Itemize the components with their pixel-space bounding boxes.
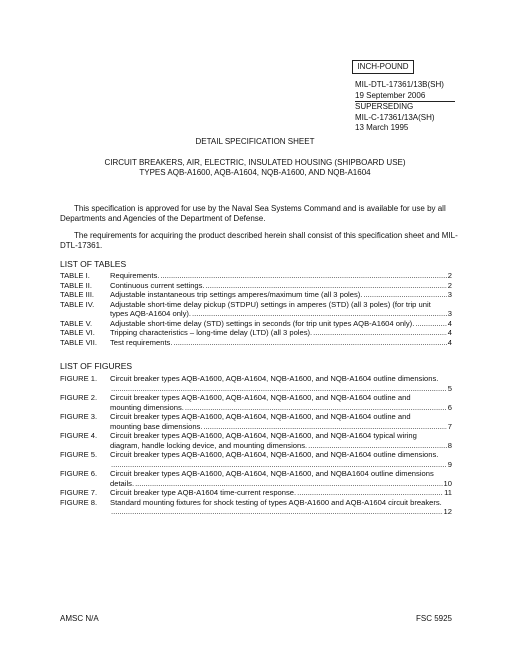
figure-entry-title-text: mounting base dimensions. (110, 421, 203, 431)
figure-entry (60, 412, 452, 431)
document-title (0, 158, 510, 178)
table-entry-title-text: types AQB-A1604 only). (110, 309, 192, 318)
inch-pound-box: INCH-POUND (352, 60, 414, 74)
table-entry-page-number: 4 (447, 318, 452, 328)
table-entry-title (110, 328, 452, 338)
figure-entry-label: FIGURE 7. (60, 488, 98, 497)
figure-entry-page-number: 8 (447, 440, 452, 450)
list-of-figures-heading: LIST OF FIGURES (60, 361, 133, 371)
figure-entry (60, 431, 452, 450)
table-entry-page-number: 4 (447, 337, 452, 347)
figure-entry-page-number: 6 (447, 402, 452, 412)
figure-entry-title-text: Circuit breaker types AQB-A1600, AQB-A1604, NQB-A1600, and NQB-A1604 outline and (110, 412, 411, 421)
figure-entry-title-line (110, 374, 452, 384)
superseding-label: SUPERSEDING (355, 102, 414, 111)
figure-entry-title-text: details. (110, 478, 135, 488)
table-entry-title-line (110, 300, 452, 310)
figure-entry-title-line (110, 431, 452, 441)
table-entry (60, 300, 452, 319)
figure-entry-title-line (110, 469, 452, 479)
figure-entry-title-line (110, 507, 452, 517)
figure-entry-title-line (110, 479, 452, 489)
figure-entry (60, 393, 452, 412)
sheet-heading (0, 137, 510, 147)
figure-entry-label: FIGURE 5. (60, 450, 98, 459)
figure-entry-title-line (110, 393, 452, 403)
superseded-number: MIL-C-17361/13A(SH) (355, 112, 435, 122)
document-identifier-block (355, 80, 455, 134)
table-entry-title-text: Adjustable short-time delay pickup (STDPU) settings in amperes (STD) (all 3 poles) (for trip unit (110, 299, 431, 309)
figure-entry-page-number: 12 (443, 507, 452, 516)
table-entry-title-line (110, 271, 452, 281)
figure-entry-title (110, 431, 452, 450)
table-entry-page-number: 2 (447, 280, 452, 290)
footer-fsc: FSC 5925 (415, 614, 452, 623)
table-entry-label: TABLE VII. (60, 337, 97, 347)
title-line-1: CIRCUIT BREAKERS, AIR, ELECTRIC, INSULATED HOUSING (SHIPBOARD USE) (104, 158, 406, 167)
table-entry (60, 290, 452, 300)
table-entry-label: TABLE IV. (60, 299, 95, 309)
figure-entry (60, 450, 452, 469)
figure-entry-title-text: Circuit breaker types AQB-A1600, AQB-A1604, NQB-A1600, and NQB-A1604 outline dimensions. (110, 450, 439, 459)
table-entry-title-line (110, 338, 452, 348)
figure-entry (60, 469, 452, 488)
figure-entry-title-line (110, 384, 452, 394)
figure-entry (60, 374, 452, 393)
figure-entry-page-number: 11 (444, 488, 452, 497)
list-of-tables (60, 271, 452, 347)
table-entry-title (110, 338, 452, 348)
table-entry-label: TABLE III. (60, 290, 95, 299)
figure-entry-page-number: 7 (447, 421, 452, 431)
superseded-date: 13 March 1995 (355, 123, 409, 132)
table-entry-page-number: 2 (447, 271, 452, 280)
list-of-figures (60, 374, 452, 517)
figure-entry-title-line (110, 450, 452, 460)
table-entry-label: TABLE II. (60, 280, 92, 290)
figure-entry-label: FIGURE 1. (60, 374, 98, 383)
figure-entry-title-text (110, 460, 111, 469)
figure-entry-title-line (110, 460, 452, 470)
table-entry-title-text: Requirements. (110, 271, 160, 280)
table-entry-title-text: Tripping characteristics – long-time delay (LTD) (all 3 poles). (110, 328, 313, 337)
table-entry-page-number: 3 (447, 290, 452, 299)
figure-entry-title-text: Circuit breaker types AQB-A1600, AQB-A1604, NQB-A1600, and NQB-A1604 outline and (110, 393, 411, 402)
figure-entry-page-number: 10 (443, 478, 452, 488)
figure-entry-title (110, 488, 452, 498)
footer-amsc: AMSC N/A (60, 614, 99, 623)
figure-entry-title (110, 393, 452, 412)
table-entry (60, 271, 452, 281)
table-entry (60, 319, 452, 329)
figure-entry-title-line (110, 441, 452, 451)
approval-line-1: This specification is approved for use by the Naval Sea Systems Command and is available for use by all (74, 204, 446, 213)
figure-entry-title-text (110, 384, 111, 393)
table-entry-label: TABLE I. (60, 271, 90, 280)
requirements-paragraph (60, 231, 458, 251)
figure-entry-title (110, 498, 452, 517)
figure-entry-label: FIGURE 2. (60, 393, 98, 402)
figure-entry-title-text: diagram, handle locking device, and mounting dimensions. (110, 440, 308, 450)
document-number: MIL-DTL-17361/13B(SH) (355, 80, 444, 89)
figure-entry-title-text: Circuit breaker types AQB-A1600, AQB-A1604, NQB-A1600, and NQBA1604 outline dimensions (110, 469, 434, 478)
table-entry-label: TABLE VI. (60, 328, 95, 337)
table-entry-title-text: Adjustable instantaneous trip settings amperes/maximum time (all 3 poles). (110, 290, 363, 299)
figure-entry-title-text: Circuit breaker type AQB-A1604 time-current response. (110, 488, 297, 497)
table-entry-title-text: Adjustable short-time delay (STD) settings in seconds (for trip unit types AQB-A1604 only). (110, 318, 415, 328)
figure-entry-page-number: 9 (447, 459, 452, 469)
figure-entry-label: FIGURE 4. (60, 431, 98, 440)
approval-line-2: Departments and Agencies of the Department of Defense. (60, 214, 266, 223)
figure-entry-title-line (110, 498, 452, 508)
approval-paragraph (60, 204, 450, 224)
table-entry-title-line (110, 319, 452, 329)
table-entry-title (110, 300, 452, 319)
figure-entry-title-line (110, 412, 452, 422)
figure-entry-title (110, 450, 452, 469)
figure-entry-title (110, 469, 452, 488)
figure-entry-page-number: 5 (447, 383, 452, 393)
list-of-tables-heading: LIST OF TABLES (60, 259, 127, 269)
table-entry-title-line (110, 281, 452, 291)
document-date: 19 September 2006 (355, 91, 455, 103)
table-entry-label: TABLE V. (60, 318, 93, 328)
figure-entry-title-line (110, 422, 452, 432)
title-line-2: TYPES AQB-A1600, AQB-A1604, NQB-A1600, AND NQB-A1604 (139, 168, 371, 177)
figure-entry-label: FIGURE 8. (60, 497, 98, 507)
figure-entry-label: FIGURE 6. (60, 469, 98, 478)
table-entry-page-number: 3 (447, 309, 452, 318)
table-entry-title-line (110, 328, 452, 338)
figure-entry-title-text (110, 507, 111, 516)
table-entry-title (110, 290, 452, 300)
table-entry-title (110, 271, 452, 281)
figure-entry-title-line (110, 403, 452, 413)
table-entry (60, 338, 452, 348)
figure-entry-title-text: Standard mounting fixtures for shock testing of types AQB-A1600 and AQB-A1604 circuit breakers. (110, 497, 442, 507)
figure-entry (60, 488, 452, 498)
figure-entry-title-text: mounting dimensions. (110, 402, 184, 412)
figure-entry-label: FIGURE 3. (60, 412, 98, 421)
sheet-title: DETAIL SPECIFICATION SHEET (195, 137, 315, 146)
table-entry-title (110, 281, 452, 291)
table-entry-title-text: Test requirements. (110, 337, 173, 347)
table-entry-title (110, 319, 452, 329)
figure-entry-title-line (110, 488, 452, 498)
table-entry-title-text: Continuous current settings. (110, 280, 205, 290)
figure-entry (60, 498, 452, 517)
table-entry (60, 328, 452, 338)
figure-entry-title (110, 412, 452, 431)
table-entry-page-number: 4 (447, 328, 452, 337)
table-entry-title-line (110, 290, 452, 300)
table-entry (60, 281, 452, 291)
figure-entry-title-text: Circuit breaker types AQB-A1600, AQB-A1604, NQB-A1600, and NQB-A1604 typical wiring (110, 431, 417, 440)
figure-entry-title-text: Circuit breaker types AQB-A1600, AQB-A1604, NQB-A1600, and NQB-A1604 outline dimensions. (110, 374, 439, 383)
figure-entry-title (110, 374, 452, 393)
requirements-line-2: DTL-17361. (60, 241, 103, 250)
table-entry-title-line (110, 309, 452, 319)
requirements-line-1: The requirements for acquiring the product described herein shall consist of this specification sheet and MIL- (74, 231, 458, 240)
